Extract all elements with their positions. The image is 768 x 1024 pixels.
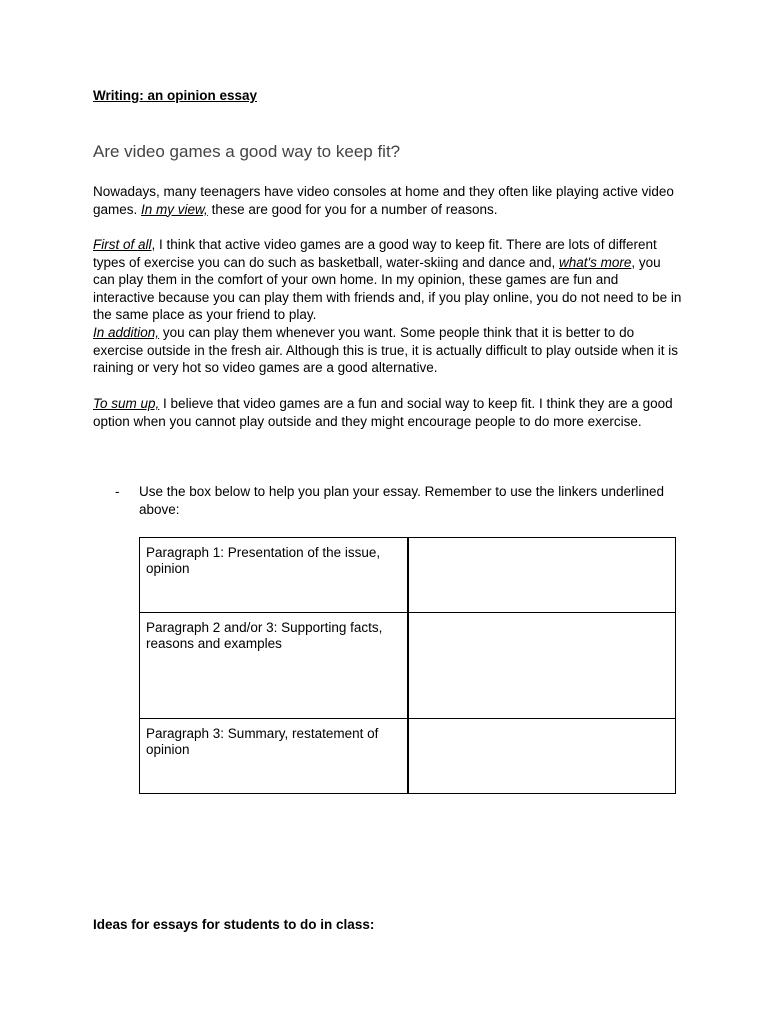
table-row bbox=[140, 719, 676, 794]
linker-whats-more: what's more bbox=[559, 254, 632, 270]
table-row bbox=[140, 613, 676, 719]
instruction-text: Use the box below to help you plan your essay. Remember to use the linkers underlined above: bbox=[139, 484, 665, 517]
paragraph-text: I believe that video games are a fun and social way to keep fit. I think they are a good option when you cannot play outside and they might encourage people to do more exercise. bbox=[93, 396, 673, 429]
essay-plan-table bbox=[139, 537, 676, 794]
paragraph-text: these are good for you for a number of reasons. bbox=[207, 201, 498, 217]
linker-first-of-all: First of all bbox=[93, 237, 152, 252]
paragraph-conclusion bbox=[93, 395, 683, 430]
linker-in-addition: In addition, bbox=[93, 324, 160, 340]
linker-to-sum-up: To sum up, bbox=[93, 396, 160, 411]
paragraph-text: , I think that active video games are a good way to keep fit. There are lots of different types of exercise you can do such as basketball, water-skiing and dance and, bbox=[93, 237, 657, 270]
plan-label-cell: Paragraph 1: Presentation of the issue, opinion bbox=[140, 538, 409, 613]
document-heading: Writing: an opinion essay bbox=[93, 88, 258, 103]
ideas-heading: Ideas for essays for students to do in class: bbox=[93, 917, 375, 932]
list-dash: - bbox=[115, 484, 120, 499]
linker-in-my-view: In my view, bbox=[141, 201, 208, 217]
plan-input-cell[interactable] bbox=[408, 719, 676, 794]
plan-label-cell: Paragraph 3: Summary, restatement of opinion bbox=[140, 719, 409, 794]
table-row bbox=[140, 538, 676, 613]
plan-label-cell: Paragraph 2 and/or 3: Supporting facts, reasons and examples bbox=[140, 613, 409, 719]
paragraph-text: you can play them whenever you want. Some people think that it is better to do exercise outside in the fresh air. Although this is true, it is actually difficult to play outside when it is raining or very hot so video games are a good alternative. bbox=[93, 324, 679, 376]
instruction-list-item bbox=[115, 483, 675, 518]
paragraph-text: , you can play them in the comfort of your own home. In my opinion, these games are fun and interactive because you can play them with friends and, if you play online, you do not need to be in the same place as your friend to play. bbox=[93, 254, 682, 323]
plan-input-cell[interactable] bbox=[408, 538, 676, 613]
essay-title: Are video games a good way to keep fit? bbox=[93, 142, 401, 161]
plan-input-cell[interactable] bbox=[408, 613, 676, 719]
paragraph-introduction bbox=[93, 183, 683, 218]
paragraph-text: Nowadays, many teenagers have video consoles at home and they often like playing active video games. bbox=[93, 184, 674, 217]
paragraph-body bbox=[93, 236, 683, 377]
